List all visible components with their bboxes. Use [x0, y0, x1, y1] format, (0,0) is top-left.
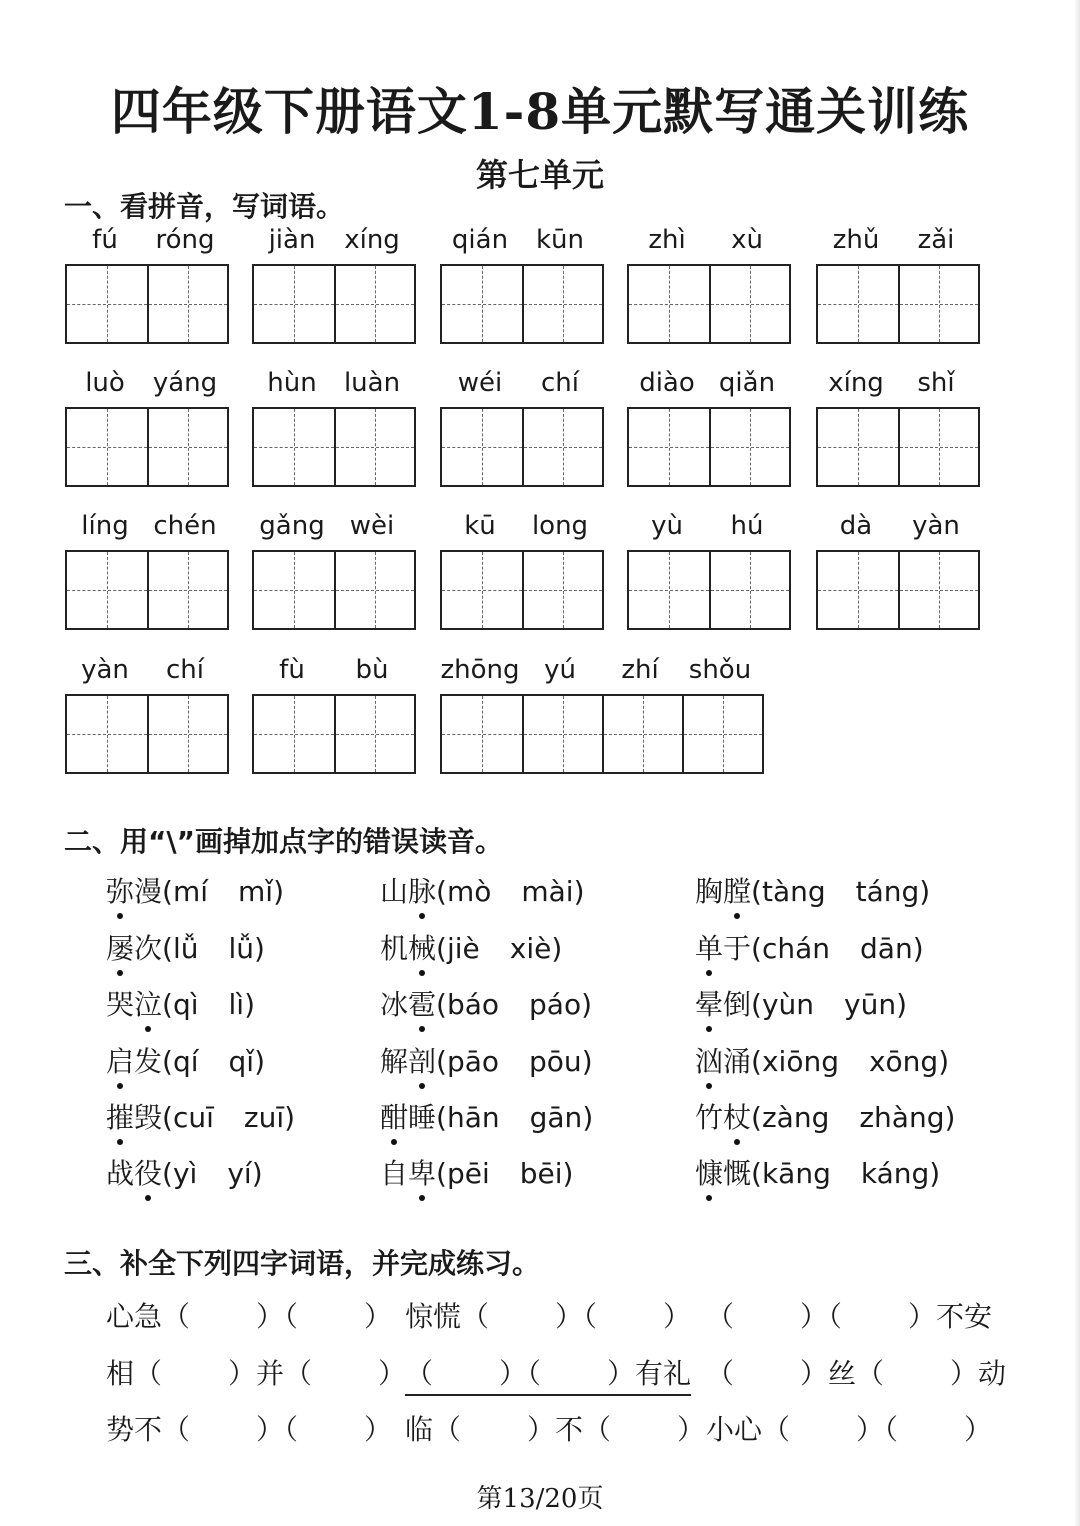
idiom-text: ）不（ [527, 1413, 612, 1446]
word [695, 1152, 751, 1192]
word [106, 1096, 162, 1136]
pinyin-syllable: yú [544, 655, 576, 685]
pinyin-syllable: chén [153, 511, 217, 541]
pronunciation-item: 战役 (yì yí) [106, 1152, 263, 1192]
pinyin-syllable: hú [730, 511, 764, 541]
character: 慨 [723, 1157, 752, 1190]
pinyin-option[interactable]: kāng [761, 1157, 831, 1190]
dotted-character: 雹 [408, 983, 436, 1023]
idiom-text: 临（ [405, 1413, 462, 1446]
pronunciation-item: 冰雹 (báo páo) [380, 983, 592, 1023]
dotted-character: 膛 [723, 870, 751, 910]
character: 毁 [134, 1101, 163, 1134]
pinyin-syllable: luò [85, 368, 125, 398]
tianzige-cell[interactable] [67, 409, 147, 485]
idiom-text: ）有礼 [607, 1357, 692, 1390]
pinyin-option[interactable]: káng [860, 1157, 930, 1190]
word [695, 1040, 751, 1080]
idiom-text: ） [964, 1413, 993, 1446]
idiom-text: 势不（ [106, 1413, 191, 1446]
character: 哭 [106, 988, 135, 1021]
tianzige-cell[interactable] [147, 696, 227, 772]
pinyin-option[interactable]: bēi [519, 1157, 563, 1190]
pinyin-option[interactable]: tàng [761, 875, 826, 908]
page-number: 第13/20页 [476, 1484, 604, 1514]
tianzige-cell[interactable] [67, 266, 147, 342]
emphasis-dot [734, 913, 740, 919]
pinyin-option[interactable]: xiōng [761, 1045, 839, 1078]
pinyin-syllable: zhǔ [832, 225, 880, 255]
idiom-text: ） [663, 1300, 692, 1333]
tianzige-cell[interactable] [709, 266, 789, 342]
dotted-character: 启 [106, 1040, 134, 1080]
word [380, 927, 436, 967]
idiom-item [106, 1408, 392, 1448]
idiom-text: ）（ [499, 1357, 542, 1390]
tianzige-cell[interactable] [147, 266, 227, 342]
idiom-text: ）（ [856, 1413, 899, 1446]
emphasis-dot [734, 1139, 740, 1145]
character: 机 [380, 932, 409, 965]
writing-grid [252, 264, 416, 344]
pinyin-option[interactable]: mài [521, 875, 574, 908]
tianzige-cell[interactable] [334, 696, 414, 772]
pinyin-syllable: long [531, 511, 589, 541]
tianzige-cell[interactable] [898, 266, 978, 342]
emphasis-dot [706, 970, 712, 976]
writing-grid [440, 407, 604, 487]
pinyin-option[interactable]: zàng [761, 1101, 830, 1134]
idiom-text: ） [378, 1357, 407, 1390]
tianzige-cell[interactable] [254, 696, 334, 772]
pinyin-syllable: chí [166, 655, 204, 685]
pronunciation-item: 屡 次(lǚ lǚ) [106, 927, 265, 967]
pinyin-syllable: yáng [152, 368, 218, 398]
tianzige-cell[interactable] [522, 552, 602, 628]
tianzige-cell[interactable] [682, 696, 762, 772]
word [695, 927, 751, 967]
tianzige-cell[interactable] [67, 696, 147, 772]
tianzige-cell[interactable] [147, 409, 227, 485]
character: 战 [106, 1157, 135, 1190]
idiom-item [405, 1352, 691, 1396]
pinyin-option[interactable]: yùn [761, 988, 815, 1021]
tianzige-cell[interactable] [442, 409, 522, 485]
pinyin-option[interactable]: zuī [243, 1101, 285, 1134]
pinyin-option[interactable]: dān [860, 932, 913, 965]
character: 胸 [695, 875, 724, 908]
pinyin-option[interactable]: hān [446, 1101, 500, 1134]
emphasis-dot [117, 1083, 123, 1089]
emphasis-dot [706, 1083, 712, 1089]
idiom-text: ）不安 [908, 1300, 993, 1333]
tianzige-cell[interactable] [254, 266, 334, 342]
pinyin-option[interactable]: táng [855, 875, 920, 908]
page-title: 四年级下册语文1-8单元默写通关训练 [110, 82, 970, 141]
pronunciation-item: 摧 毁(cuī zuī) [106, 1096, 295, 1136]
pronunciation-item: 解剖 (pāo pōu) [380, 1040, 593, 1080]
dotted-character: 剖 [408, 1040, 436, 1080]
pinyin-syllable: xíng [344, 225, 400, 255]
idiom-text: ）（ [555, 1300, 598, 1333]
idiom-item [405, 1295, 691, 1335]
emphasis-dot [419, 1083, 425, 1089]
emphasis-dot [391, 1139, 397, 1145]
dotted-character: 卑 [408, 1152, 436, 1192]
dotted-character: 屡 [106, 927, 134, 967]
tianzige-cell[interactable] [522, 409, 602, 485]
dotted-character: 汹 [695, 1040, 723, 1080]
page-edge-shadow [1074, 0, 1080, 1526]
tianzige-cell[interactable] [254, 552, 334, 628]
pronunciation-item: 单 于(chán dān) [695, 927, 924, 967]
pinyin-syllable: fù [279, 655, 305, 685]
writing-grid [816, 407, 980, 487]
word [695, 870, 751, 910]
unit-title: 第七单元 [475, 156, 604, 194]
pronunciation-item: 汹 涌(xiōng xōng) [695, 1040, 949, 1080]
emphasis-dot [145, 1026, 151, 1032]
idiom-item [106, 1295, 392, 1335]
pinyin-syllable: dà [839, 511, 873, 541]
emphasis-dot [419, 1195, 425, 1201]
pinyin-syllable: fú [92, 225, 118, 255]
idiom-text: ）动 [950, 1357, 1007, 1390]
word [106, 983, 162, 1023]
dotted-character: 役 [134, 1152, 162, 1192]
dotted-character: 酣 [380, 1096, 408, 1136]
pinyin-option[interactable]: qǐ [228, 1045, 255, 1078]
tianzige-cell[interactable] [898, 409, 978, 485]
idiom-text: 相（ [106, 1357, 163, 1390]
pinyin-syllable: gǎng [259, 511, 325, 541]
emphasis-dot [419, 913, 425, 919]
word [380, 870, 436, 910]
pronunciation-item: 山脉 (mò mài) [380, 870, 585, 910]
pinyin-syllable: wèi [349, 511, 395, 541]
dotted-character: 慷 [695, 1152, 723, 1192]
emphasis-dot [419, 970, 425, 976]
pinyin-syllable: jiàn [268, 225, 316, 255]
pinyin-option[interactable]: zhàng [859, 1101, 945, 1134]
tianzige-cell[interactable] [442, 696, 522, 772]
pinyin-option[interactable]: mò [446, 875, 492, 908]
pinyin-option[interactable]: lǚ [172, 932, 199, 965]
character: 竹 [695, 1101, 724, 1134]
word [695, 1096, 751, 1136]
tianzige-cell[interactable] [334, 552, 414, 628]
emphasis-dot [117, 913, 123, 919]
idiom-text: 惊慌（ [405, 1300, 490, 1333]
idiom-text: （ [706, 1300, 735, 1333]
tianzige-cell[interactable] [334, 266, 414, 342]
pronunciation-item: 晕 倒(yùn yūn) [695, 983, 907, 1023]
dotted-character: 泣 [134, 983, 162, 1023]
pinyin-syllable: zhí [621, 655, 659, 685]
idiom-item [706, 1352, 1006, 1392]
pinyin-option[interactable]: mǐ [238, 875, 274, 908]
writing-grid [440, 550, 604, 630]
pinyin-syllable: luàn [343, 368, 401, 398]
writing-grid [252, 550, 416, 630]
word [695, 983, 751, 1023]
tianzige-cell[interactable] [818, 409, 898, 485]
word [380, 1040, 436, 1080]
pinyin-syllable: shǐ [917, 368, 955, 398]
tianzige-cell[interactable] [67, 552, 147, 628]
pinyin-option[interactable]: jiè [446, 932, 480, 965]
tianzige-cell[interactable] [147, 552, 227, 628]
character: 山 [380, 875, 409, 908]
idiom-text: 小心（ [706, 1413, 791, 1446]
pinyin-option[interactable]: xōng [868, 1045, 939, 1078]
word [106, 870, 162, 910]
character: 于 [723, 932, 752, 965]
pronunciation-item: 胸膛 (tàng táng) [695, 870, 930, 910]
pinyin-syllable: shǒu [688, 655, 752, 685]
writing-grid [440, 264, 604, 344]
pinyin-syllable: chí [541, 368, 579, 398]
dotted-character: 杖 [723, 1096, 751, 1136]
tianzige-cell[interactable] [254, 409, 334, 485]
writing-grid [65, 550, 229, 630]
writing-grid [627, 550, 791, 630]
emphasis-dot [706, 1026, 712, 1032]
pinyin-option[interactable]: gān [529, 1101, 583, 1134]
pinyin-option[interactable]: pāo [446, 1045, 500, 1078]
tianzige-cell[interactable] [522, 696, 602, 772]
emphasis-dot [117, 970, 123, 976]
tianzige-cell[interactable] [629, 552, 709, 628]
pinyin-syllable: wéi [457, 368, 503, 398]
idiom-text: （ [706, 1357, 735, 1390]
character: 漫 [134, 875, 163, 908]
character: 解 [380, 1045, 409, 1078]
tianzige-cell[interactable] [629, 266, 709, 342]
pinyin-syllable: diào [639, 368, 695, 398]
pinyin-syllable: qiǎn [718, 368, 776, 398]
pinyin-syllable: zhōng [440, 655, 520, 685]
writing-grid [65, 407, 229, 487]
pinyin-syllable: yàn [81, 655, 129, 685]
tianzige-cell[interactable] [818, 552, 898, 628]
tianzige-cell[interactable] [442, 552, 522, 628]
pronunciation-item: 启 发(qí qǐ) [106, 1040, 265, 1080]
tianzige-cell[interactable] [818, 266, 898, 342]
idiom-text: ） [364, 1413, 393, 1446]
pinyin-syllable: hùn [267, 368, 317, 398]
pinyin-option[interactable]: yì [172, 1157, 198, 1190]
section2-heading: 二、用“\”画掉加点字的错误读音。 [64, 825, 504, 858]
pinyin-syllable: líng [81, 511, 129, 541]
idiom-text: ）（ [256, 1413, 299, 1446]
idiom-text: ）（ [800, 1300, 843, 1333]
pronunciation-item: 弥 漫(mí mǐ) [106, 870, 284, 910]
character: 次 [134, 932, 163, 965]
pinyin-option[interactable]: páo [529, 988, 582, 1021]
tianzige-cell[interactable] [898, 552, 978, 628]
tianzige-cell[interactable] [602, 696, 682, 772]
pinyin-syllable: yàn [912, 511, 960, 541]
pinyin-option[interactable]: xiè [509, 932, 552, 965]
idiom-text: ）并（ [228, 1357, 313, 1390]
idiom-text: 心急（ [106, 1300, 191, 1333]
pinyin-option[interactable]: lì [228, 988, 245, 1021]
tianzige-cell[interactable] [522, 266, 602, 342]
character: 自 [380, 1157, 409, 1190]
pinyin-syllable: zǎi [917, 225, 955, 255]
idiom-text: ） [364, 1300, 393, 1333]
pinyin-syllable: kūn [535, 225, 584, 255]
pronunciation-item: 酣 睡(hān gān) [380, 1096, 593, 1136]
pinyin-option[interactable]: yūn [844, 988, 897, 1021]
pinyin-option[interactable]: pōu [529, 1045, 582, 1078]
character: 倒 [723, 988, 752, 1021]
writing-grid [65, 694, 229, 774]
pinyin-option[interactable]: lǚ [228, 932, 255, 965]
tianzige-cell[interactable] [709, 409, 789, 485]
section1-heading: 一、看拼音，写词语。 [64, 190, 345, 223]
idiom-text: （ [405, 1357, 434, 1390]
pronunciation-item: 哭泣 (qì lì) [106, 983, 255, 1023]
pinyin-option[interactable]: yí [227, 1157, 252, 1190]
pinyin-syllable: kū [464, 511, 496, 541]
idiom-item [706, 1408, 992, 1448]
pinyin-option[interactable]: chán [761, 932, 831, 965]
dotted-character: 械 [408, 927, 436, 967]
writing-grid [65, 264, 229, 344]
pinyin-syllable: qián [451, 225, 509, 255]
tianzige-cell[interactable] [442, 266, 522, 342]
word [106, 1040, 162, 1080]
emphasis-dot [145, 1195, 151, 1201]
pinyin-option[interactable]: báo [446, 988, 500, 1021]
pinyin-syllable: xíng [828, 368, 884, 398]
pinyin-option[interactable]: mí [172, 875, 209, 908]
writing-grid [440, 694, 764, 774]
dotted-character: 脉 [408, 870, 436, 910]
word [106, 1152, 162, 1192]
pinyin-option[interactable]: cuī [172, 1101, 214, 1134]
writing-grid [627, 264, 791, 344]
dotted-character: 单 [695, 927, 723, 967]
pronunciation-item: 竹杖 (zàng zhàng) [695, 1096, 955, 1136]
writing-grid [252, 407, 416, 487]
idiom-text: ）（ [256, 1300, 299, 1333]
word [380, 1152, 436, 1192]
pinyin-option[interactable]: qì [172, 988, 199, 1021]
pinyin-syllable: bù [355, 655, 389, 685]
emphasis-dot [706, 1195, 712, 1201]
pronunciation-item: 慷 慨(kāng káng) [695, 1152, 940, 1192]
emphasis-dot [419, 1026, 425, 1032]
pinyin-syllable: zhì [648, 225, 686, 255]
emphasis-dot [117, 1139, 123, 1145]
idiom-item [405, 1408, 705, 1448]
word [380, 1096, 436, 1136]
dotted-character: 晕 [695, 983, 723, 1023]
writing-grid [816, 550, 980, 630]
section3-heading: 三、补全下列四字词语，并完成练习。 [64, 1247, 541, 1280]
character: 睡 [408, 1101, 437, 1134]
writing-grid [627, 407, 791, 487]
word [380, 983, 436, 1023]
character: 冰 [380, 988, 409, 1021]
pronunciation-item: 机械 (jiè xiè) [380, 927, 562, 967]
character: 涌 [723, 1045, 752, 1078]
dotted-character: 摧 [106, 1096, 134, 1136]
pinyin-option[interactable]: qí [172, 1045, 199, 1078]
pinyin-syllable: yù [651, 511, 683, 541]
idiom-item [106, 1352, 406, 1392]
word [106, 927, 162, 967]
pinyin-syllable: xù [731, 225, 763, 255]
tianzige-cell[interactable] [629, 409, 709, 485]
idiom-text: ） [677, 1413, 706, 1446]
idiom-text: ）丝（ [800, 1357, 885, 1390]
pronunciation-item: 自卑 (pēi bēi) [380, 1152, 573, 1192]
dotted-character: 弥 [106, 870, 134, 910]
pinyin-syllable: róng [155, 225, 215, 255]
pinyin-option[interactable]: pēi [446, 1157, 490, 1190]
writing-grid [816, 264, 980, 344]
tianzige-cell[interactable] [334, 409, 414, 485]
character: 发 [134, 1045, 163, 1078]
idiom-item [706, 1295, 992, 1335]
tianzige-cell[interactable] [709, 552, 789, 628]
writing-grid [252, 694, 416, 774]
